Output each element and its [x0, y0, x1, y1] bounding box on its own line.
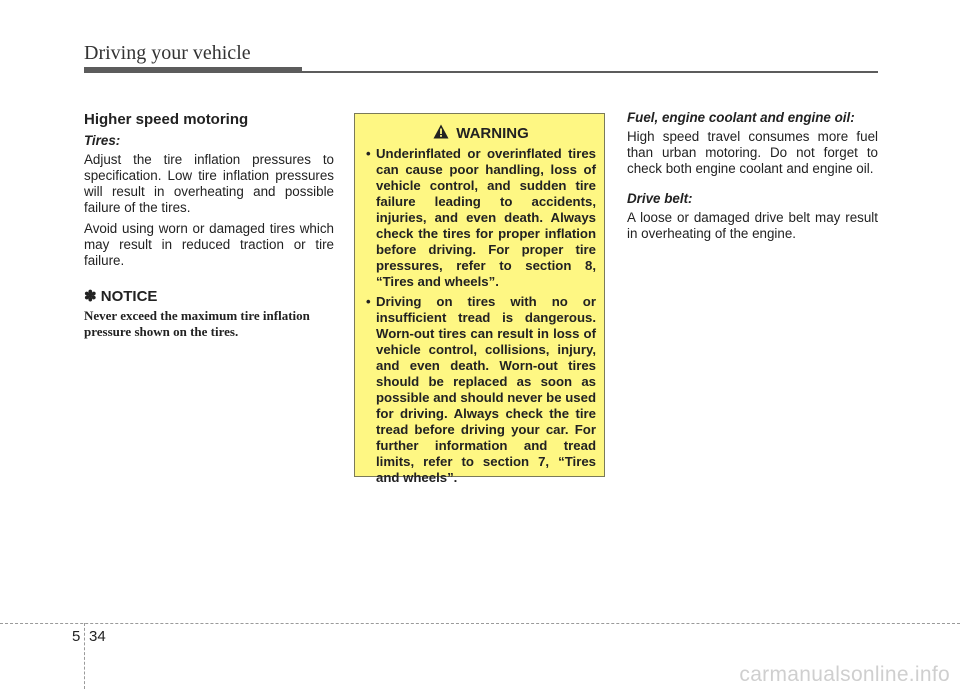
warning-heading — [366, 124, 596, 143]
notice-heading — [84, 289, 334, 305]
footer-divider-horizontal — [0, 623, 960, 624]
warning-title: WARNING — [456, 125, 529, 142]
warning-box — [354, 113, 605, 485]
notice-text: Never exceed the maximum tire inflation pressure shown on the tires. — [84, 308, 310, 339]
warning-triangle-icon — [433, 124, 449, 143]
belt-paragraph: A loose or damaged drive belt may result in overheating of the engine. — [627, 210, 878, 241]
header-rule-thin — [302, 71, 878, 73]
tires-paragraph-2: Avoid using worn or damaged tires which may result in reduced traction or tire failure. — [84, 221, 334, 268]
warning-bullet: • Driving on tires with no or insufficient tread is dangerous. Worn-out tires can result in loss of vehicle control, collisions, injury, and even death. Worn-out tires should be replaced as soon as possible and should never be used for driving. Always check the tire tread before driving your car. For further information and tread limits, refer to section 7, “Tires and wheels”. — [366, 294, 596, 486]
header-rule-thick — [84, 67, 302, 73]
section-title: Higher speed motoring — [84, 111, 249, 128]
warning-bullet: • Underinflated or overinflated tires can cause poor handling, loss of vehicle control, and sudden tire failure leading to accidents, injuries, and even death. Always check the tires for proper inflation before driving. For proper tire pressures, refer to section 8, “Tires and wheels”. — [366, 146, 596, 290]
notice-title: NOTICE — [100, 288, 158, 305]
belt-subtitle: Drive belt: — [627, 191, 693, 206]
page-header-title: Driving your vehicle — [84, 42, 251, 64]
fuel-paragraph: High speed travel consumes more fuel than urban motoring. Do not forget to check both engine coolant and engine oil. — [627, 129, 878, 176]
tires-paragraph-1: Adjust the tire inflation pressures to specification. Low tire inflation pressures will result in overheating and possible failure of the tires. — [84, 152, 334, 215]
notice-symbol-icon: ✽ — [84, 288, 97, 305]
right-column — [627, 110, 878, 247]
tires-subtitle: Tires: — [84, 133, 121, 148]
fuel-subtitle: Fuel, engine coolant and engine oil: — [627, 110, 855, 125]
watermark: carmanualsonline.info — [739, 663, 950, 686]
warning-list — [366, 146, 596, 486]
footer-divider-vertical — [84, 623, 85, 689]
page-number: 34 — [89, 628, 106, 645]
left-column — [84, 110, 334, 340]
chapter-number: 5 — [72, 628, 81, 645]
